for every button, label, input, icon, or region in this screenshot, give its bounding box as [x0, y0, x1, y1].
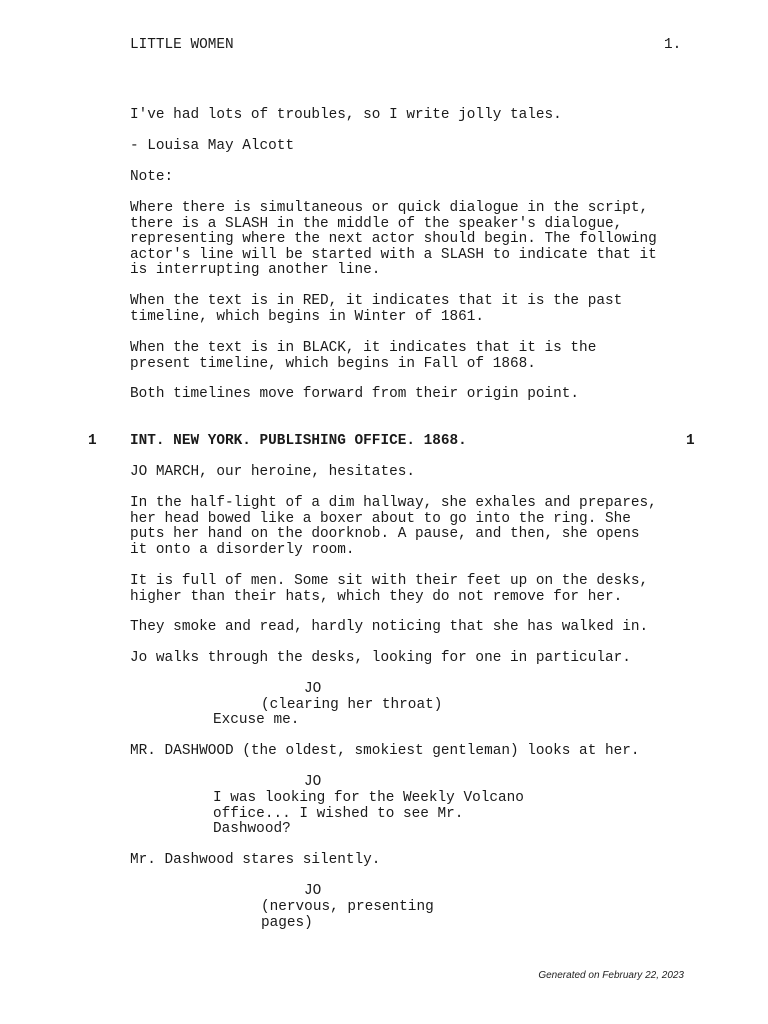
action-line: Mr. Dashwood stares silently.: [130, 852, 381, 868]
note-heading: Note:: [130, 169, 174, 185]
note-paragraph-black: When the text is in BLACK, it indicates that it is the present timeline, which begins in Fall of 1868.: [130, 340, 597, 372]
page-number: 1.: [664, 37, 682, 53]
script-title: LITTLE WOMEN: [130, 37, 234, 53]
note-paragraph-timelines: Both timelines move forward from their origin point.: [130, 386, 580, 402]
scene-heading: INT. NEW YORK. PUBLISHING OFFICE. 1868.: [130, 433, 467, 449]
scene-number-right: 1: [686, 433, 695, 449]
action-line: JO MARCH, our heroine, hesitates.: [130, 464, 415, 480]
character-name: JO: [304, 774, 322, 790]
action-line: They smoke and read, hardly noticing that she has walked in.: [130, 619, 649, 635]
character-name: JO: [304, 681, 322, 697]
epigraph-attribution: - Louisa May Alcott: [130, 138, 295, 154]
note-paragraph-slash: Where there is simultaneous or quick dialogue in the script, there is a SLASH in the middle of the speaker's dialogue, representing where the next actor should begin. The following actor's line will be started with a SLASH to indicate that it is interrupting another line.: [130, 200, 657, 279]
scene-number-left: 1: [88, 433, 97, 449]
dialogue-line: Excuse me.: [213, 712, 300, 728]
character-name: JO: [304, 883, 322, 899]
action-line: Jo walks through the desks, looking for one in particular.: [130, 650, 631, 666]
parenthetical: (clearing her throat): [261, 697, 443, 713]
dialogue-line: I was looking for the Weekly Volcano office... I wished to see Mr. Dashwood?: [213, 790, 524, 838]
generated-date: Generated on February 22, 2023: [538, 970, 684, 981]
note-paragraph-red: When the text is in RED, it indicates that it is the past timeline, which begins in Winter of 1861.: [130, 293, 623, 325]
action-line: In the half-light of a dim hallway, she exhales and prepares, her head bowed like a boxer about to go into the ring. She puts her hand on the doorknob. A pause, and then, she opens it onto a disorderly room.: [130, 495, 657, 558]
action-line: MR. DASHWOOD (the oldest, smokiest gentleman) looks at her.: [130, 743, 640, 759]
action-line: It is full of men. Some sit with their feet up on the desks, higher than their hats, which they do not remove for her.: [130, 573, 649, 605]
parenthetical: (nervous, presenting pages): [261, 899, 434, 931]
epigraph-quote: I've had lots of troubles, so I write jolly tales.: [130, 107, 562, 123]
